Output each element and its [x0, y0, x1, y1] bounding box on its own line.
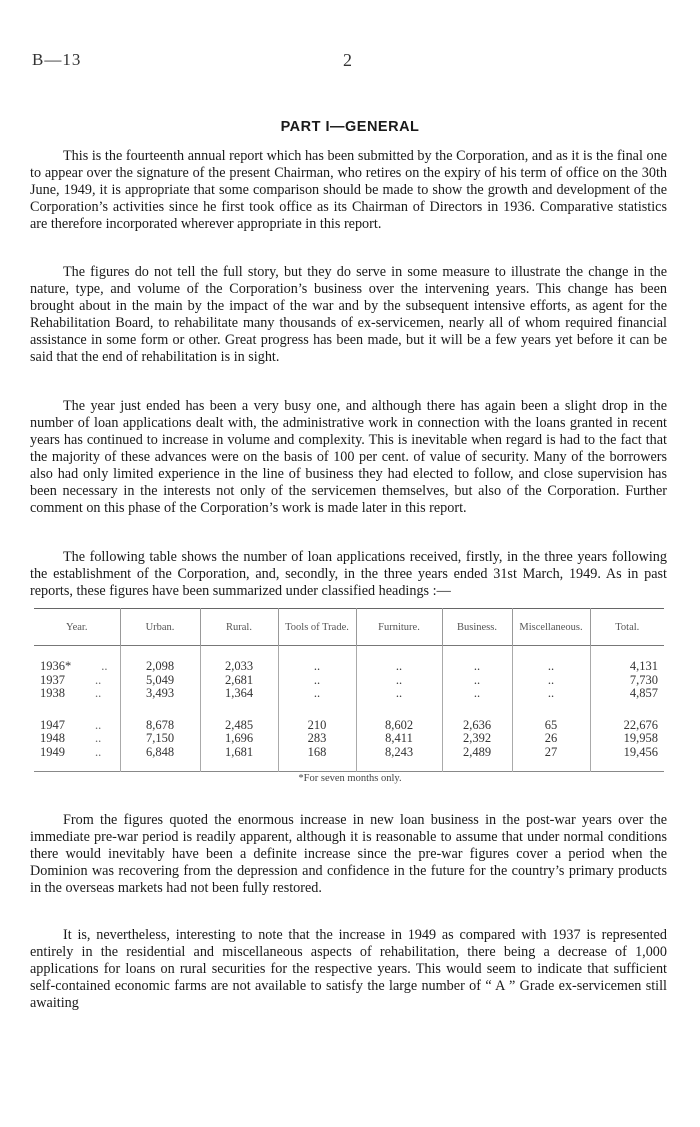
table-cell: 4,857 [590, 687, 664, 701]
paragraph-4: The following table shows the number of loan applications received, firstly, in the three years following the establishment of the Corporation, and, secondly, in the three years ended 31st March, 1949. As in past reports, these figures have been summarized under classified headings :— [30, 549, 667, 599]
column-header: Furniture. [356, 609, 442, 646]
table-cell: 2,636 [442, 719, 512, 733]
year-cell: 1938 [40, 686, 65, 700]
column-header: Rural. [200, 609, 278, 646]
leader-dots: .. [95, 686, 102, 700]
table-cell: 2,098 [120, 660, 200, 674]
table-cell: 8,243 [356, 746, 442, 760]
table-cell: .. [278, 660, 356, 674]
year-cell: 1936* [40, 659, 72, 673]
column-header: Year. [66, 621, 88, 633]
table-row [34, 746, 664, 760]
table-cell: 4,131 [590, 660, 664, 674]
table-cell: 2,489 [442, 746, 512, 760]
year-cell: 1948 [40, 731, 65, 745]
table-cell: 7,150 [120, 732, 200, 746]
paragraph-2: The figures do not tell the full story, but they do serve in some measure to illustrate the change in the nature, type, and volume of the Corporation’s business over the intervening years. This change has been brought about in the main by the impact of the war and by the subsequent intensive efforts, as agent for the Rehabilitation Board, to rehabilitate many thousands of ex-servicemen, nearly all of whom required financial assistance in some form or other. Great progress has been made, but it will be a few years yet before it can be said that the end of rehabilitation is in sight. [30, 264, 667, 365]
column-header: Miscellaneous. [512, 609, 590, 646]
table-cell: 8,411 [356, 732, 442, 746]
table-row [34, 674, 664, 688]
paragraph-3: The year just ended has been a very busy one, and although there has again been a slight drop in the number of loan applications dealt with, the administrative work in connection with the loans granted in recent years has continued to increase in volume and complexity. This is inevitable when regard is had to the fact that the majority of these advances were on the basis of 100 per cent. of value of security. Many of the borrowers also had only limited experience in the line of business they had elected to follow, and close supervision has been necessary in the interests not only of the servicemen themselves, but also of the Corporation. Further comment on this phase of the Corporation’s work is made later in this report. [30, 398, 667, 516]
table-cell: .. [356, 660, 442, 674]
table-header-row [34, 609, 664, 646]
table-cell: .. [512, 674, 590, 688]
column-header: Urban. [120, 609, 200, 646]
table-row [34, 732, 664, 746]
column-header: Total. [590, 609, 664, 646]
table-cell: 168 [278, 746, 356, 760]
table-cell: 8,678 [120, 719, 200, 733]
table-cell: 210 [278, 719, 356, 733]
table-cell: 27 [512, 746, 590, 760]
table-cell: .. [442, 674, 512, 688]
column-header: Tools of Trade. [278, 609, 356, 646]
page-number: 2 [343, 50, 352, 70]
leader-dots: .. [95, 717, 102, 732]
table-cell: 65 [512, 719, 590, 733]
paragraph-5: From the figures quoted the enormous increase in new loan business in the post-war years over the immediate pre-war period is readily apparent, although it is reasonable to assume that under normal conditions there would inevitably have been a definite increase since the pre-war figures cover a period when the Dominion was recovering from the depression and confidence in the future for the country’s primary products in the overseas markets had not been fully restored. [30, 812, 667, 896]
table-footnote: *For seven months only. [298, 773, 402, 784]
year-cell: 1949 [40, 744, 65, 759]
table-cell: 283 [278, 732, 356, 746]
table-row [34, 660, 664, 674]
paragraph-1: This is the fourteenth annual report which has been submitted by the Corporation, and as it is the final one to appear over the signature of the present Chairman, who retires on the expiry of his term of office on the 30th June, 1949, it is appropriate that some comparison should be made to show the growth and development of the Corporation’s activities since he first took office as its Chairman of Directors in 1936. Comparative statistics are therefore incorporated wherever appropriate in this report. [30, 148, 667, 232]
table-cell: .. [356, 674, 442, 688]
table-cell: .. [356, 687, 442, 701]
leader-dots: .. [101, 659, 108, 673]
table-cell: .. [512, 687, 590, 701]
table-cell: 1,681 [200, 746, 278, 760]
table-cell: .. [512, 660, 590, 674]
leader-dots: .. [95, 731, 102, 745]
table-cell: 8,602 [356, 719, 442, 733]
table-cell: 19,958 [590, 732, 664, 746]
year-cell: 1937 [40, 672, 65, 687]
paragraph-6: It is, nevertheless, interesting to note that the increase in 1949 as compared with 1937 is represented entirely in the residential and miscellaneous aspects of rehabilitation, there being a decrease of 1,000 applications for loans on rural securities for the respective years. This would seem to indicate that sufficient self-contained economic farms are not available to satisfy the large number of “ A ” Grade ex-servicemen still awaiting [30, 927, 667, 1011]
document-reference: B—13 [32, 50, 82, 69]
table-cell: .. [278, 674, 356, 688]
table-cell: 2,485 [200, 719, 278, 733]
table-cell: 5,049 [120, 674, 200, 688]
column-header: Business. [442, 609, 512, 646]
table-cell: 1,696 [200, 732, 278, 746]
table-cell: 26 [512, 732, 590, 746]
table-cell: 22,676 [590, 719, 664, 733]
leader-dots: .. [95, 744, 102, 759]
year-cell: 1947 [40, 717, 65, 732]
table-row [34, 687, 664, 701]
table-cell: .. [278, 687, 356, 701]
table-cell: 3,493 [120, 687, 200, 701]
section-title: PART I—GENERAL [280, 119, 420, 135]
table-cell: .. [442, 687, 512, 701]
table-cell: 1,364 [200, 687, 278, 701]
table-row [34, 719, 664, 733]
table-cell: 6,848 [120, 746, 200, 760]
table-cell: 2,033 [200, 660, 278, 674]
leader-dots: .. [95, 672, 102, 687]
table-cell: 19,456 [590, 746, 664, 760]
loan-applications-table [34, 608, 664, 772]
table-cell: 7,730 [590, 674, 664, 688]
table-cell: 2,392 [442, 732, 512, 746]
table-cell: .. [442, 660, 512, 674]
table-cell: 2,681 [200, 674, 278, 688]
